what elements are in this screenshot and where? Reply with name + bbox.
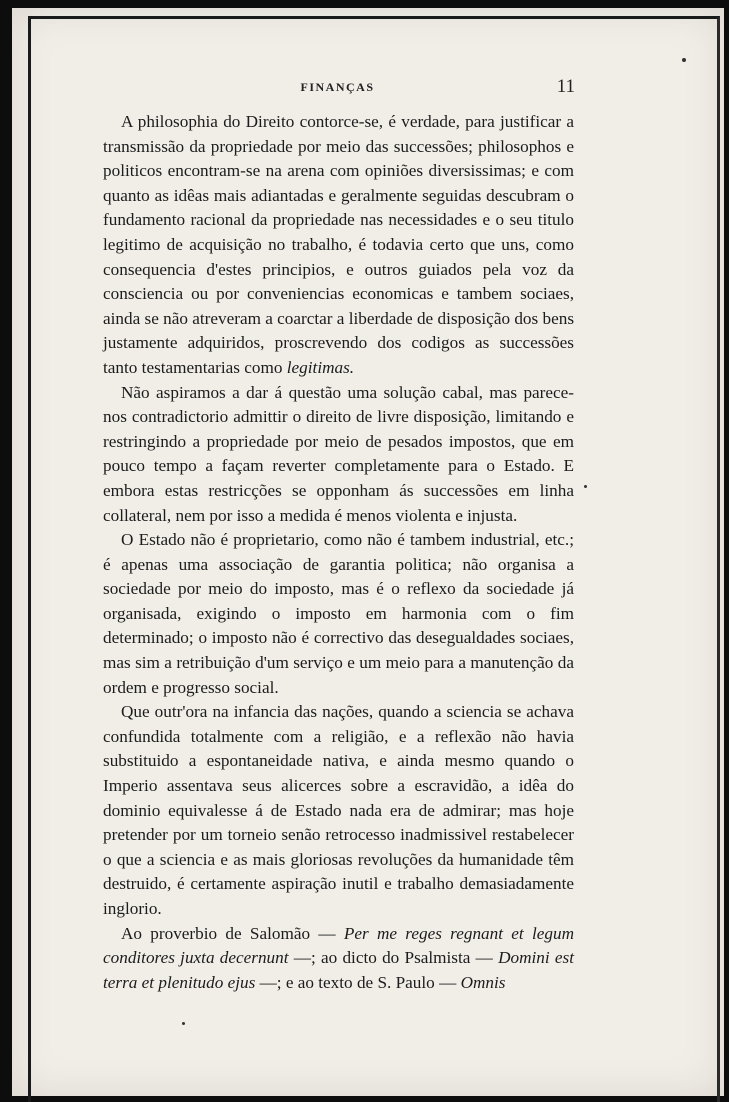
text-segment: —; e ao texto de S. Paulo —: [255, 972, 461, 992]
ink-speck: [182, 1022, 185, 1025]
italic-text-segment: Per me reges regnant et legum conditores juxta decernunt: [103, 923, 575, 968]
text-segment: Ao proverbio de Salomão —: [121, 923, 344, 943]
text-segment: O Estado não é proprietario, como não é tambem industrial, etc.; é apenas uma associação de garantia politica; não organisa a sociedade por meio do imposto, mas é o reflexo da sociedade já organisada, exigindo o imposto em harmonia com o fim determinado; o imposto não é correctivo das desegualdades sociaes, mas sim a retribuição d'um serviço e um meio para a manutenção da ordem e progresso social.: [103, 530, 574, 697]
paragraph: [103, 381, 574, 529]
italic-text-segment: Domini est terra et plenitudo ejus: [103, 948, 574, 992]
text-segment: Que outr'ora na infancia das nações, quando a sciencia se achava confundida totalmente com a religião, e a reflexão não havia substituido a espontaneidade nativa, e ainda mesmo quando o Imperio assentava seus alicerces sobre a escravidão, a idêa do dominio equivalesse á de Estado nada era de admirar; mas hoje pretender por um torneio senão retrocesso inadmissivel restabelecer o que a sciencia e as mais gloriosas revoluções da humanidade têm destruido, é certamente aspiração inutil e trabalho demasiadamente inglorio.: [103, 702, 574, 918]
running-title: FINANÇAS: [300, 80, 375, 94]
italic-text-segment: legitimas.: [286, 357, 355, 377]
page-header: [100, 76, 575, 100]
body-text: [103, 110, 574, 995]
paragraph: [103, 528, 574, 700]
text-segment: A philosophia do Direito contorce-se, é verdade, para justificar a transmissão da propriedade por meio das successões; philosophos e politicos encontram-se na arena com opiniões diversissimas; e com quanto as idêas mais adiantadas e geralmente seguidas descubram o fundamento racional da propriedade nas necessidades e o seu titulo legitimo de acquisição no trabalho, é todavia certo que uns, como consequencia d'estes principios, e outros guiados pela voz da consciencia ou por conveniencias economicas e tambem sociaes, ainda se não atreveram a coarctar a liberdade de disposição dos bens justamente adquiridos, proscrevendo dos codigos as successões tanto testamentarias como: [103, 112, 575, 377]
italic-text-segment: Omnis: [460, 972, 506, 992]
text-segment: —; ao dicto do Psalmista —: [288, 948, 499, 968]
text-segment: Não aspiramos a dar á questão uma solução cabal, mas parece-nos contradictorio admittir o direito de livre disposição, limitando e restringindo a propriedade por meio de pesados impostos, que em pouco tempo a façam reverter completamente para o Estado. E embora estas restricções se opponham ás successões em linha collateral, nem por isso a medida é menos violenta e injusta.: [103, 382, 574, 525]
page-number: 11: [556, 76, 575, 97]
paragraph: [103, 110, 574, 381]
paragraph: [103, 922, 574, 996]
ink-speck: [584, 485, 587, 488]
paragraph: [103, 700, 574, 921]
ink-speck: [682, 58, 686, 62]
